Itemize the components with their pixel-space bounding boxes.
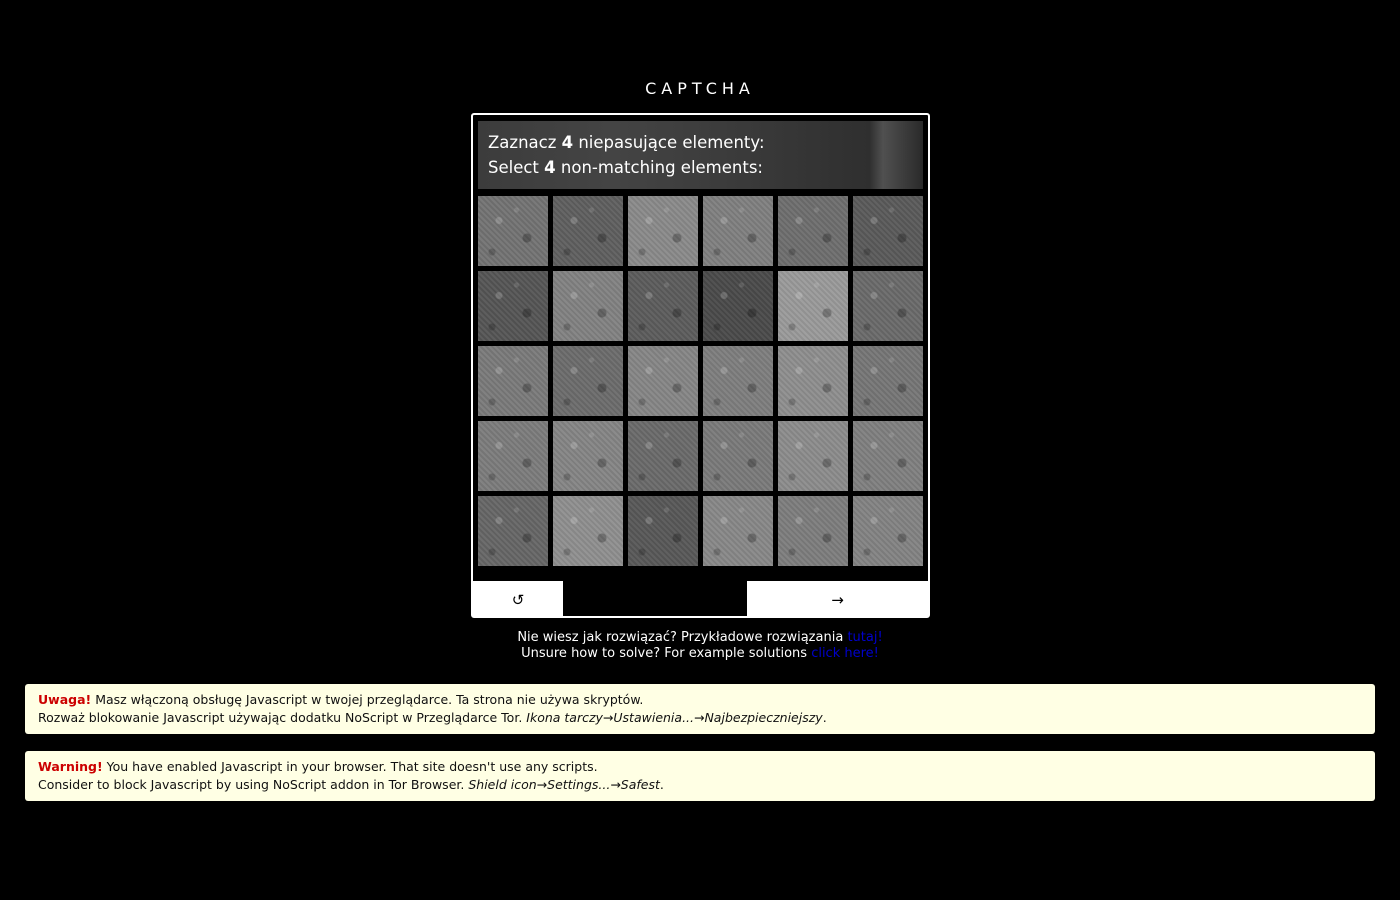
captcha-tile[interactable] [778, 196, 848, 266]
notice-en-lead: Warning! [38, 759, 103, 774]
captcha-tile[interactable] [853, 196, 923, 266]
prompt-en-count: 4 [544, 158, 556, 177]
captcha-tile[interactable] [703, 346, 773, 416]
help-en-link[interactable]: click here! [811, 645, 879, 661]
help-en [0, 646, 1400, 662]
captcha-tile[interactable] [628, 196, 698, 266]
captcha-tile[interactable] [703, 496, 773, 566]
captcha-tile-grid [478, 196, 928, 571]
captcha-prompt [478, 121, 923, 189]
prompt-en-before: Select [488, 158, 545, 177]
prompt-en-after: non-matching elements: [555, 158, 763, 177]
notice-pl-text2: Rozważ blokowanie Javascript używając dodatku NoScript w Przeglądarce Tor. [38, 710, 527, 725]
captcha-tile[interactable] [478, 196, 548, 266]
captcha-tile[interactable] [478, 496, 548, 566]
captcha-tile[interactable] [478, 421, 548, 491]
help-pl-text: Nie wiesz jak rozwiązać? Przykładowe rozwiązania [517, 630, 848, 645]
notice-pl-end: . [822, 710, 827, 725]
notice-en-text2: Consider to block Javascript by using NoScript addon in Tor Browser. [38, 777, 469, 792]
captcha-tile[interactable] [853, 346, 923, 416]
captcha-tile[interactable] [553, 496, 623, 566]
captcha-tile[interactable] [553, 271, 623, 341]
prompt-pl-count: 4 [561, 133, 574, 152]
captcha-tile[interactable] [478, 346, 548, 416]
prompt-en [488, 155, 923, 180]
refresh-button[interactable]: ↺ [473, 581, 563, 616]
notice-pl-line2 [38, 709, 1362, 727]
captcha-tile[interactable] [553, 346, 623, 416]
captcha-tile[interactable] [628, 496, 698, 566]
captcha-box [471, 113, 930, 618]
captcha-tile[interactable] [553, 196, 623, 266]
help-pl [0, 630, 1400, 646]
page-title: CAPTCHA [645, 79, 755, 98]
captcha-tile[interactable] [853, 271, 923, 341]
notice-en-path: Shield icon→Settings...→Safest [468, 777, 660, 792]
notice-polish [25, 684, 1375, 734]
notice-pl-lead: Uwaga! [38, 692, 92, 707]
prompt-pl-after: niepasujące elementy: [573, 133, 765, 152]
captcha-tile[interactable] [628, 346, 698, 416]
notice-pl-line1 [38, 691, 1362, 709]
prompt-pl-before: Zaznacz [488, 133, 562, 152]
captcha-tile[interactable] [778, 346, 848, 416]
captcha-tile[interactable] [628, 271, 698, 341]
prompt-pl [488, 130, 923, 155]
captcha-tile[interactable] [778, 421, 848, 491]
help-en-text: Unsure how to solve? For example solutions [521, 645, 812, 661]
captcha-tile[interactable] [778, 271, 848, 341]
help-text [0, 630, 1400, 661]
notice-en-line2 [38, 776, 1362, 794]
captcha-tile[interactable] [628, 421, 698, 491]
notice-en-line1 [38, 758, 1362, 776]
captcha-tile[interactable] [553, 421, 623, 491]
notice-pl-text1: Masz włączoną obsługę Javascript w twojej przeglądarce. Ta strona nie używa skryptów. [91, 692, 644, 707]
captcha-tile[interactable] [703, 271, 773, 341]
captcha-tile[interactable] [853, 421, 923, 491]
captcha-tile[interactable] [703, 421, 773, 491]
captcha-tile[interactable] [778, 496, 848, 566]
captcha-tile[interactable] [478, 271, 548, 341]
notice-english [25, 751, 1375, 801]
help-pl-link[interactable]: tutaj! [847, 630, 883, 645]
notice-en-text1: You have enabled Javascript in your browser. That site doesn't use any scripts. [102, 759, 598, 774]
notice-pl-path: Ikona tarczy→Ustawienia...→Najbezpieczniejszy [526, 710, 823, 725]
notice-en-end: . [659, 777, 664, 792]
captcha-tile[interactable] [853, 496, 923, 566]
submit-button[interactable]: → [747, 581, 928, 616]
captcha-tile[interactable] [703, 196, 773, 266]
